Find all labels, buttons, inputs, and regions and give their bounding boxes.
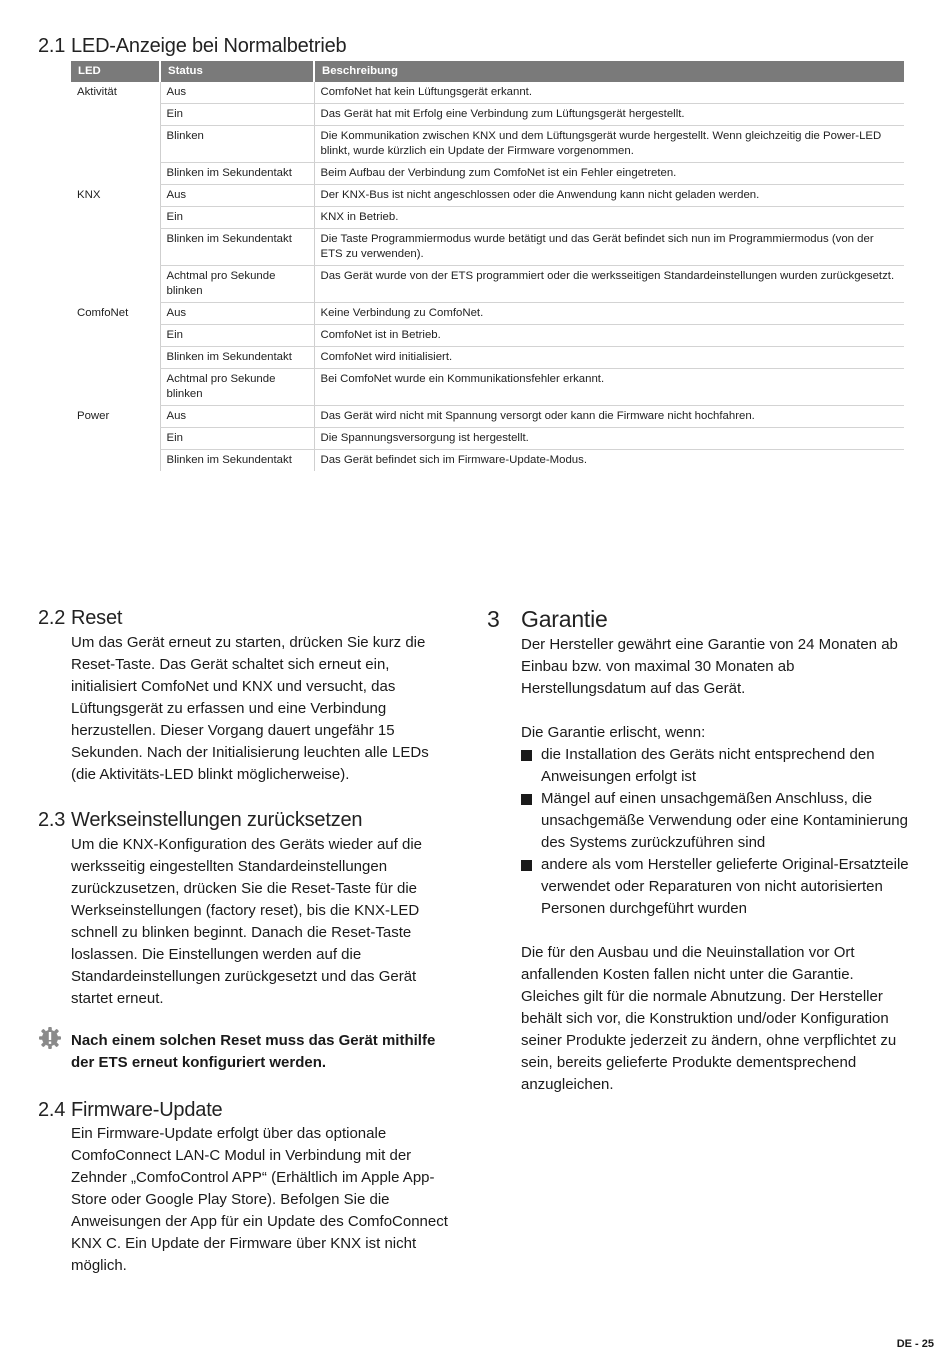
description-cell: Das Gerät wurde von der ETS programmiert oder die werksseitigen Standardeinstellungen wurden zurückgesetzt. (314, 266, 904, 303)
status-cell: Ein (160, 207, 314, 229)
warning-gear-icon (38, 1026, 62, 1050)
status-cell: Achtmal pro Sekunde blinken (160, 266, 314, 303)
warranty-intro: Der Hersteller gewährt eine Garantie von 24 Monaten ab Einbau bzw. von maximal 30 Monaten ab Herstellungsdatum auf das Gerät. (521, 636, 898, 697)
table-row (71, 266, 904, 303)
description-cell: KNX in Betrieb. (314, 207, 904, 229)
status-cell: Blinken im Sekundentakt (160, 229, 314, 266)
list-item (521, 854, 913, 920)
status-cell: Ein (160, 325, 314, 347)
table-row (71, 126, 904, 163)
warranty-condition-lead: Die Garantie erlischt, wenn: (521, 724, 706, 741)
table-row (71, 185, 904, 207)
section-title: LED-Anzeige bei Normalbetrieb (71, 35, 347, 57)
table-row (71, 325, 904, 347)
bullet-square-icon (521, 794, 532, 805)
firmware-paragraph (71, 1123, 451, 1277)
reset-paragraph (71, 632, 449, 786)
bullet-square-icon (521, 750, 532, 761)
table-header-row (71, 61, 904, 82)
column-header-status: Status (160, 61, 314, 82)
section-number: 2.3 (38, 809, 66, 831)
table-row (71, 428, 904, 450)
led-name-cell: Aktivität (77, 86, 117, 98)
section-number: 2.2 (38, 607, 66, 629)
description-cell: Die Spannungsversorgung ist hergestellt. (314, 428, 904, 450)
section-heading-2-4 (38, 1099, 222, 1122)
section-title: Garantie (521, 606, 608, 632)
table-row (71, 303, 904, 325)
led-name-cell: Power (77, 409, 110, 422)
status-cell: Blinken im Sekundentakt (160, 163, 314, 185)
description-cell: ComfoNet ist in Betrieb. (314, 325, 904, 347)
led-status-table (71, 61, 904, 471)
led-name-cell: KNX (77, 188, 101, 201)
list-item-text: andere als vom Hersteller gelieferte Original-Ersatzteile verwendet oder Reparaturen von nicht autorisierten Personen durchgeführt wurden (541, 856, 909, 917)
list-item (521, 788, 913, 854)
description-cell: Das Gerät befindet sich im Firmware-Update-Modus. (314, 450, 904, 472)
paragraph-text: Um das Gerät erneut zu starten, drücken Sie kurz die Reset-Taste. Das Gerät schaltet sich erneut ein, initialisiert ComfoNet und KNX und versucht, das Lüftungsgerät zu erfassen und eine Verbindung herzustellen. Dieser Vorgang dauert ungefähr 15 Sekunden. Nach der Initialisierung leuchten alle LEDs (die Aktivitäts-LED blinkt möglicherweise). (71, 634, 429, 783)
status-cell: Ein (160, 428, 314, 450)
description-cell: Die Kommunikation zwischen KNX und dem Lüftungsgerät wurde hergestellt. Wenn gleichzeitig die Power-LED blinkt, wurde kürzlich ein Update der Firmware vorgenommen. (314, 126, 904, 163)
description-cell: ComfoNet hat kein Lüftungsgerät erkannt. (314, 82, 904, 104)
table-row (71, 229, 904, 266)
table-row (71, 369, 904, 406)
status-cell: Aus (160, 82, 314, 104)
note-text: Nach einem solchen Reset muss das Gerät mithilfe der ETS erneut konfiguriert werden. (71, 1032, 436, 1071)
section-number: 2.1 (38, 35, 66, 57)
status-cell: Blinken im Sekundentakt (160, 450, 314, 472)
column-header-led: LED (71, 61, 160, 82)
section-title: Reset (71, 607, 123, 629)
description-cell: Beim Aufbau der Verbindung zum ComfoNet ist ein Fehler eingetreten. (314, 163, 904, 185)
list-item (521, 744, 913, 788)
section-number: 3 (487, 606, 500, 632)
list-item-text: die Installation des Geräts nicht entsprechend den Anweisungen erfolgt ist (541, 746, 875, 785)
description-cell: Das Gerät hat mit Erfolg eine Verbindung zum Lüftungsgerät hergestellt. (314, 104, 904, 126)
table-row (71, 450, 904, 472)
section-title: Firmware-Update (71, 1099, 223, 1121)
description-cell: Keine Verbindung zu ComfoNet. (314, 303, 904, 325)
section-number: 2.4 (38, 1099, 66, 1121)
factory-reset-paragraph (71, 834, 453, 1010)
status-cell: Achtmal pro Sekunde blinken (160, 369, 314, 406)
section-heading-2-3 (38, 809, 362, 832)
table-row (71, 163, 904, 185)
description-cell: ComfoNet wird initialisiert. (314, 347, 904, 369)
warranty-conditions-list (521, 744, 913, 920)
column-header-beschreibung: Beschreibung (314, 61, 904, 82)
led-name-cell: ComfoNet (77, 306, 129, 319)
bullet-square-icon (521, 860, 532, 871)
paragraph-text: Ein Firmware-Update erfolgt über das optionale ComfoConnect LAN-C Modul in Verbindung mit der Zehnder „ComfoControl APP“ (Erhältlich im Apple App-Store oder Google Play Store). Befolgen Sie die Anweisungen der App für ein Update des ComfoConnect KNX C. Ein Update der Firmware über KNX ist nicht möglich. (71, 1125, 448, 1274)
status-cell: Aus (160, 406, 314, 428)
section-title: Werkseinstellungen zurücksetzen (71, 809, 363, 831)
table-row (71, 406, 904, 428)
table-row (71, 347, 904, 369)
status-cell: Ein (160, 104, 314, 126)
description-cell: Der KNX-Bus ist nicht angeschlossen oder die Anwendung kann nicht geladen werden. (314, 185, 904, 207)
table-row (71, 104, 904, 126)
status-cell: Aus (160, 185, 314, 207)
status-cell: Aus (160, 303, 314, 325)
warranty-closing: Die für den Ausbau und die Neuinstallation vor Ort anfallenden Kosten fallen nicht unter die Garantie. Gleiches gilt für die normale Abnutzung. Der Hersteller behält sich vor, die Konstruktion und/oder Konfiguration seiner Produkte jederzeit zu ändern, ohne verpflichtet zu sein, bereits gelieferte Produkte dementsprechend anzugleichen. (521, 944, 897, 1093)
paragraph-text: Um die KNX-Konfiguration des Geräts wieder auf die werksseitig eingestellten Standardeinstellungen zurückzusetzen, drücken Sie die Reset-Taste für die Werkseinstellungen (factory reset), bis die KNX-LED schnell zu blinken beginnt. Danach die Reset-Taste loslassen. Die Einstellungen werden auf die Standardeinstellungen zurückgesetzt und das Gerät startet erneut. (71, 836, 423, 1007)
page-number: DE - 25 (896, 1338, 934, 1350)
description-cell: Bei ComfoNet wurde ein Kommunikationsfehler erkannt. (314, 369, 904, 406)
list-item-text: Mängel auf einen unsachgemäßen Anschluss, die unsachgemäße Verwendung oder eine Kontaminierung des Systems zurückzuführen sind (541, 790, 908, 851)
section-heading-2-1 (38, 35, 346, 58)
status-cell: Blinken (160, 126, 314, 163)
warranty-content (521, 634, 913, 1096)
status-cell: Blinken im Sekundentakt (160, 347, 314, 369)
description-cell: Die Taste Programmiermodus wurde betätigt und das Gerät befindet sich nun im Programmiermodus (von der ETS zu verwenden). (314, 229, 904, 266)
table-row (71, 207, 904, 229)
description-cell: Das Gerät wird nicht mit Spannung versorgt oder kann die Firmware nicht hochfahren. (314, 406, 904, 428)
section-heading-3 (487, 606, 608, 633)
table-row (71, 82, 904, 104)
section-heading-2-2 (38, 607, 122, 630)
